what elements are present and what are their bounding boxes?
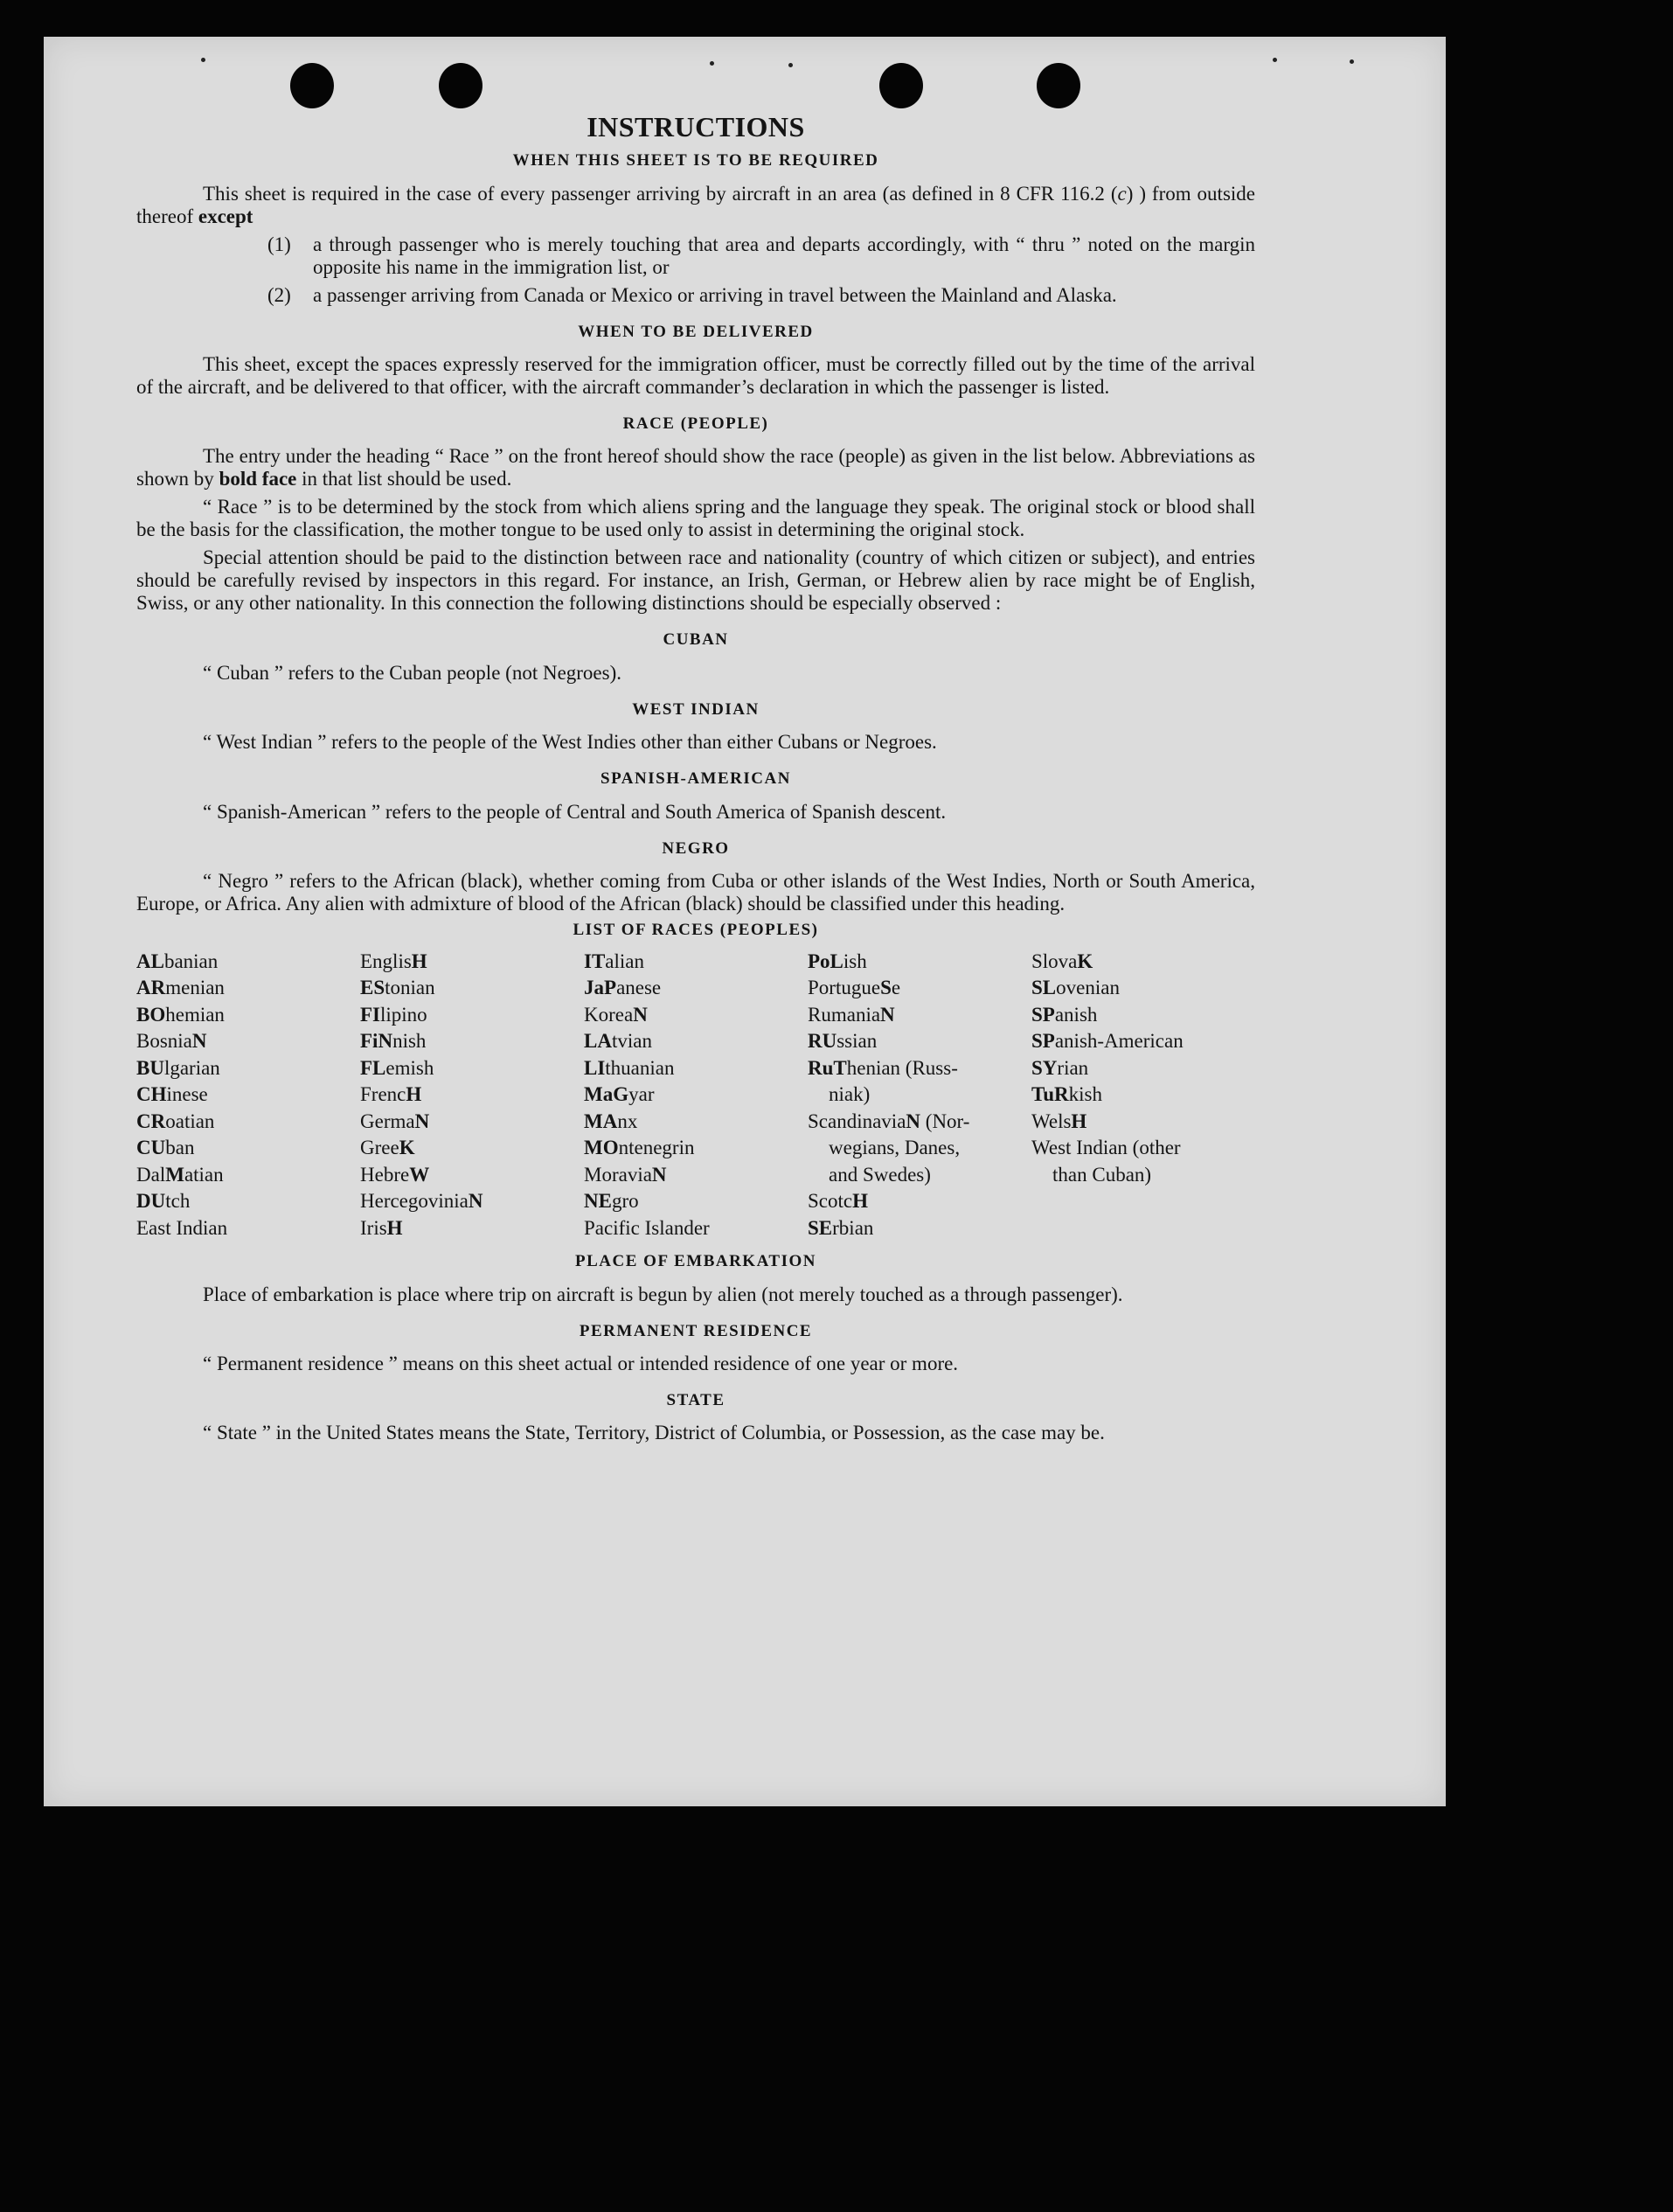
speck xyxy=(788,63,793,67)
race-entry: RumaniaN xyxy=(808,1003,895,1026)
race-entry: HercegoviniaN xyxy=(360,1190,483,1213)
race-entry: MAnx xyxy=(584,1109,638,1132)
section-heading: WHEN TO BE DELIVERED xyxy=(578,322,814,341)
race-entry: FiNnish xyxy=(360,1030,427,1053)
speck xyxy=(201,58,205,62)
section-heading: SPANISH-AMERICAN xyxy=(600,769,791,789)
page-title: INSTRUCTIONS xyxy=(587,111,805,143)
race-entry: BUlgarian xyxy=(136,1056,220,1079)
paragraph: “ Race ” is to be determined by the stock from which aliens spring and the language they speak. The original stock or blood shall be the basis for the classification, the mother tongue to be used only to assist in determining the original stock. xyxy=(136,496,1255,541)
race-entry: GreeK xyxy=(360,1137,415,1159)
section-heading: PERMANENT RESIDENCE xyxy=(579,1321,813,1340)
race-entry: ARmenian xyxy=(136,977,225,999)
race-entry: SErbian xyxy=(808,1216,874,1239)
race-column xyxy=(584,949,808,1242)
punch-hole xyxy=(439,63,482,108)
race-entry: NEgro xyxy=(584,1190,639,1213)
race-entry: WelsH xyxy=(1031,1109,1087,1132)
race-entry: EStonian xyxy=(360,977,435,999)
paragraph: “ Spanish-American ” refers to the people of Central and South America of Spanish descent. xyxy=(203,800,947,823)
race-entry: and Swedes) xyxy=(829,1163,931,1186)
race-entry: LIthuanian xyxy=(584,1056,675,1079)
punch-hole xyxy=(1037,63,1080,108)
paragraph: This sheet, except the spaces expressly reserved for the immigration officer, must be correctly filled out by the time of the arrival of the aircraft, and be delivered to that officer, with the aircraft commander’s declaration in which the passenger is listed. xyxy=(136,353,1255,398)
document-text xyxy=(136,111,1255,1450)
race-entry: East Indian xyxy=(136,1216,228,1239)
race-column xyxy=(360,949,584,1242)
punch-hole xyxy=(879,63,923,108)
race-entry: GermaN xyxy=(360,1109,430,1132)
speck xyxy=(1273,58,1277,62)
race-entry: FIlipino xyxy=(360,1003,427,1026)
race-entry: CRoatian xyxy=(136,1109,215,1132)
race-entry: wegians, Danes, xyxy=(829,1137,961,1159)
paragraph: “ State ” in the United States means the State, Territory, District of Columbia, or Possession, as the case may be. xyxy=(203,1422,1105,1444)
paragraph: “ West Indian ” refers to the people of the West Indies other than either Cubans or Negroes. xyxy=(203,731,937,754)
race-entry: KoreaN xyxy=(584,1003,648,1026)
paragraph: “ Negro ” refers to the African (black), whether coming from Cuba or other islands of the West Indies, North or South America, Europe, or Africa. Any alien with admixture of blood of the African (black) should be classified under this heading. xyxy=(136,870,1255,915)
paragraph: Place of embarkation is place where trip on aircraft is begun by alien (not merely touched as a through passenger). xyxy=(203,1283,1123,1305)
race-entry: SPanish-American xyxy=(1031,1030,1184,1053)
section-heading: RACE (PEOPLE) xyxy=(622,414,769,433)
race-entry: DUtch xyxy=(136,1190,191,1213)
race-entry: IrisH xyxy=(360,1216,403,1239)
race-entry: MoraviaN xyxy=(584,1163,667,1186)
race-entry: ITalian xyxy=(584,949,644,972)
paragraph: “ Permanent residence ” means on this sheet actual or intended residence of one year or more. xyxy=(203,1353,959,1375)
race-entry: PortugueSe xyxy=(808,977,901,999)
race-entry: RuThenian (Russ- xyxy=(808,1056,958,1079)
race-entry: SYrian xyxy=(1031,1056,1089,1079)
race-entry: MOntenegrin xyxy=(584,1137,695,1159)
race-entry: ALbanian xyxy=(136,949,219,972)
race-entry: MaGyar xyxy=(584,1083,655,1106)
race-entry: EnglisH xyxy=(360,949,427,972)
race-entry: LAtvian xyxy=(584,1030,652,1053)
punch-hole xyxy=(290,63,334,108)
race-entry: CUban xyxy=(136,1137,195,1159)
race-entry: TuRkish xyxy=(1031,1083,1102,1106)
section-heading: CUBAN xyxy=(663,630,729,650)
paragraph: This sheet is required in the case of every passenger arriving by aircraft in an area (as defined in 8 CFR 116.2 (c) ) from outside thereof except xyxy=(136,182,1255,227)
race-entry: FLemish xyxy=(360,1056,434,1079)
section-heading: WHEN THIS SHEET IS TO BE REQUIRED xyxy=(512,151,879,170)
race-column xyxy=(808,949,1031,1242)
race-entry: DalMatian xyxy=(136,1163,224,1186)
section-heading: NEGRO xyxy=(662,838,730,858)
race-entry: ScotcH xyxy=(808,1190,868,1213)
race-entry: SPanish xyxy=(1031,1003,1098,1026)
races-list xyxy=(136,949,1255,1242)
race-entry: FrencH xyxy=(360,1083,422,1106)
race-column xyxy=(136,949,360,1242)
race-entry: JaPanese xyxy=(584,977,662,999)
race-entry: RUssian xyxy=(808,1030,878,1053)
list-item: (2) a passenger arriving from Canada or Mexico or arriving in travel between the Mainland and Alaska. xyxy=(267,283,1117,306)
paragraph: Special attention should be paid to the distinction between race and nationality (country of which citizen or subject), and entries should be carefully revised by inspectors in this regard. For instance, an Irish, German, or Hebrew alien by race might be of English, Swiss, or any other nationality. In this connection the following distinctions should be especially observed : xyxy=(136,546,1255,615)
race-entry: BOhemian xyxy=(136,1003,225,1026)
paragraph: “ Cuban ” refers to the Cuban people (not Negroes). xyxy=(203,661,622,684)
paragraph: The entry under the heading “ Race ” on the front hereof should show the race (people) as given in the list below. Abbreviations as shown by bold face in that list should be used. xyxy=(136,445,1255,490)
section-heading: PLACE OF EMBARKATION xyxy=(575,1252,816,1271)
race-entry: PoLish xyxy=(808,949,867,972)
race-entry: ScandinaviaN (Nor- xyxy=(808,1109,970,1132)
section-heading: WEST INDIAN xyxy=(632,699,760,719)
race-entry: BosniaN xyxy=(136,1030,207,1053)
speck xyxy=(710,61,714,66)
race-entry: West Indian (other xyxy=(1031,1137,1181,1159)
race-entry: niak) xyxy=(829,1083,871,1106)
race-column xyxy=(1031,949,1255,1242)
race-entry: SLovenian xyxy=(1031,977,1120,999)
race-entry: CHinese xyxy=(136,1083,208,1106)
section-heading: LIST OF RACES (PEOPLES) xyxy=(573,921,819,940)
section-heading: STATE xyxy=(666,1391,725,1410)
race-entry: than Cuban) xyxy=(1052,1163,1152,1186)
race-entry: SlovaK xyxy=(1031,949,1093,972)
speck xyxy=(1350,59,1354,64)
list-item: (1) a through passenger who is merely touching that area and departs accordingly, with “ thru ” noted on the margin opposite his name in the immigration list, or xyxy=(267,233,1255,278)
race-entry: HebreW xyxy=(360,1163,430,1186)
race-entry: Pacific Islander xyxy=(584,1216,710,1239)
